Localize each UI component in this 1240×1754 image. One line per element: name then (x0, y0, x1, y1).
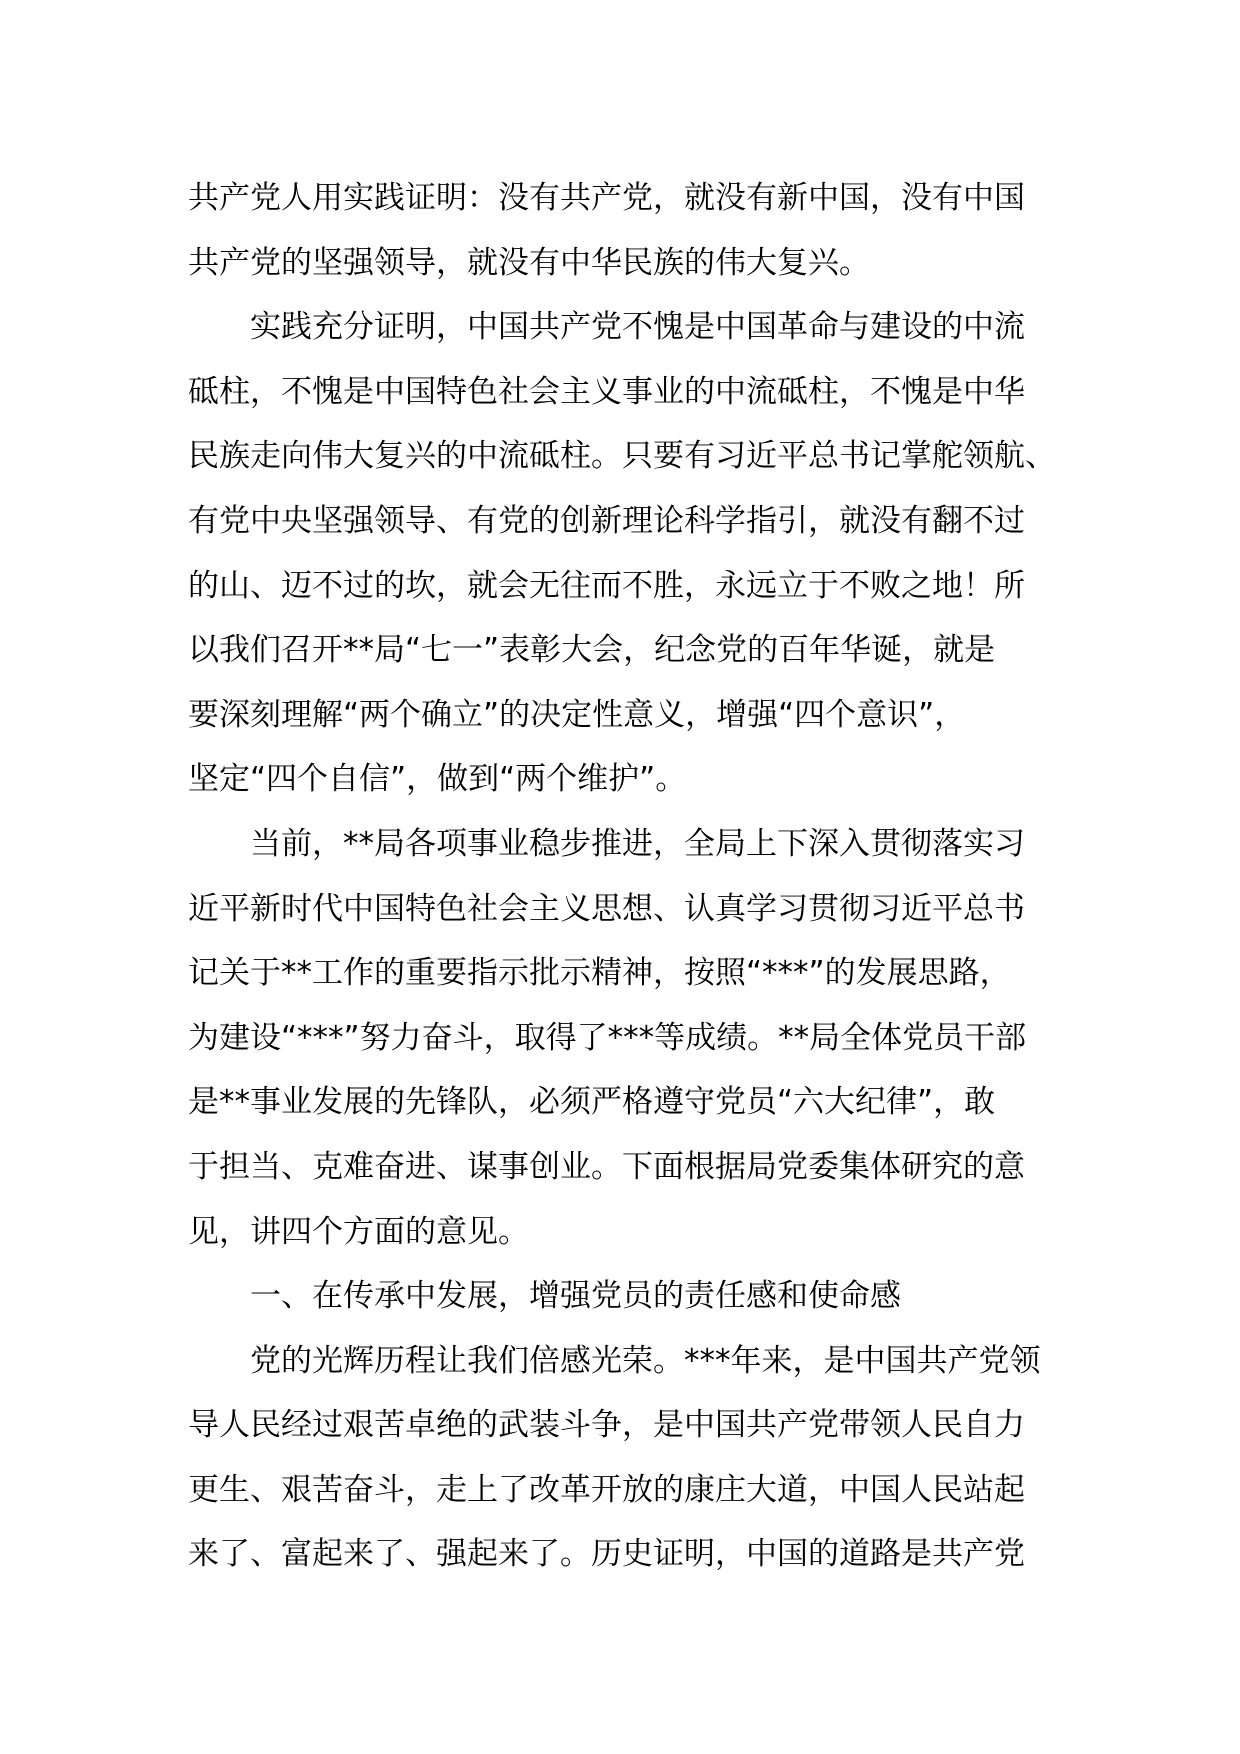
text-line: 民族走向伟大复兴的中流砥柱。只要有习近平总书记掌舵领航、 (188, 438, 1056, 475)
text-line: 是**事业发展的先锋队，必须严格遵守党员“六大纪律”，敢 (188, 1084, 996, 1121)
text-line: 共产党的坚强领导，就没有中华民族的伟大复兴。 (188, 244, 870, 281)
text-line: 坚定“四个自信”，做到“两个维护”。 (188, 761, 687, 798)
text-line: 近平新时代中国特色社会主义思想、认真学习贯彻习近平总书 (188, 890, 1025, 927)
text-line: 共产党人用实践证明：没有共产党，就没有新中国，没有中国 (188, 180, 1025, 216)
body-text (188, 166, 1068, 1587)
text-line: 砥柱，不愧是中国特色社会主义事业的中流砥柱，不愧是中华 (188, 373, 1025, 410)
text-line: 更生、艰苦奋斗，走上了改革开放的康庄大道，中国人民站起 (188, 1471, 1025, 1508)
section-heading: 一、在传承中发展，增强党员的责任感和使命感 (250, 1278, 901, 1315)
paragraph-start-line: 实践充分证明，中国共产党不愧是中国革命与建设的中流 (250, 309, 1025, 346)
text-line: 于担当、克难奋进、谋事创业。下面根据局党委集体研究的意 (188, 1148, 1025, 1185)
text-line: 有党中央坚强领导、有党的创新理论科学指引，就没有翻不过 (188, 502, 1025, 539)
paragraph-start-line: 当前，**局各项事业稳步推进，全局上下深入贯彻落实习 (250, 825, 1025, 862)
text-line: 见，讲四个方面的意见。 (188, 1213, 529, 1250)
text-line: 来了、富起来了、强起来了。历史证明，中国的道路是共产党 (188, 1536, 1025, 1573)
text-line: 以我们召开**局“七一”表彰大会，纪念党的百年华诞，就是 (188, 632, 996, 669)
paragraph-start-line: 党的光辉历程让我们倍感光荣。***年来，是中国共产党领 (250, 1342, 1041, 1379)
text-line: 要深刻理解“两个确立”的决定性意义，增强“四个意识”， (188, 696, 966, 733)
text-line: 为建设“***”努力奋斗，取得了***等成绩。**局全体党员干部 (188, 1019, 1027, 1056)
text-line: 的山、迈不过的坎，就会无往而不胜，永远立于不败之地！所 (188, 567, 1025, 604)
text-line: 记关于**工作的重要指示批示精神，按照“***”的发展思路， (188, 955, 1011, 992)
text-line: 导人民经过艰苦卓绝的武装斗争，是中国共产党带领人民自力 (188, 1407, 1025, 1444)
